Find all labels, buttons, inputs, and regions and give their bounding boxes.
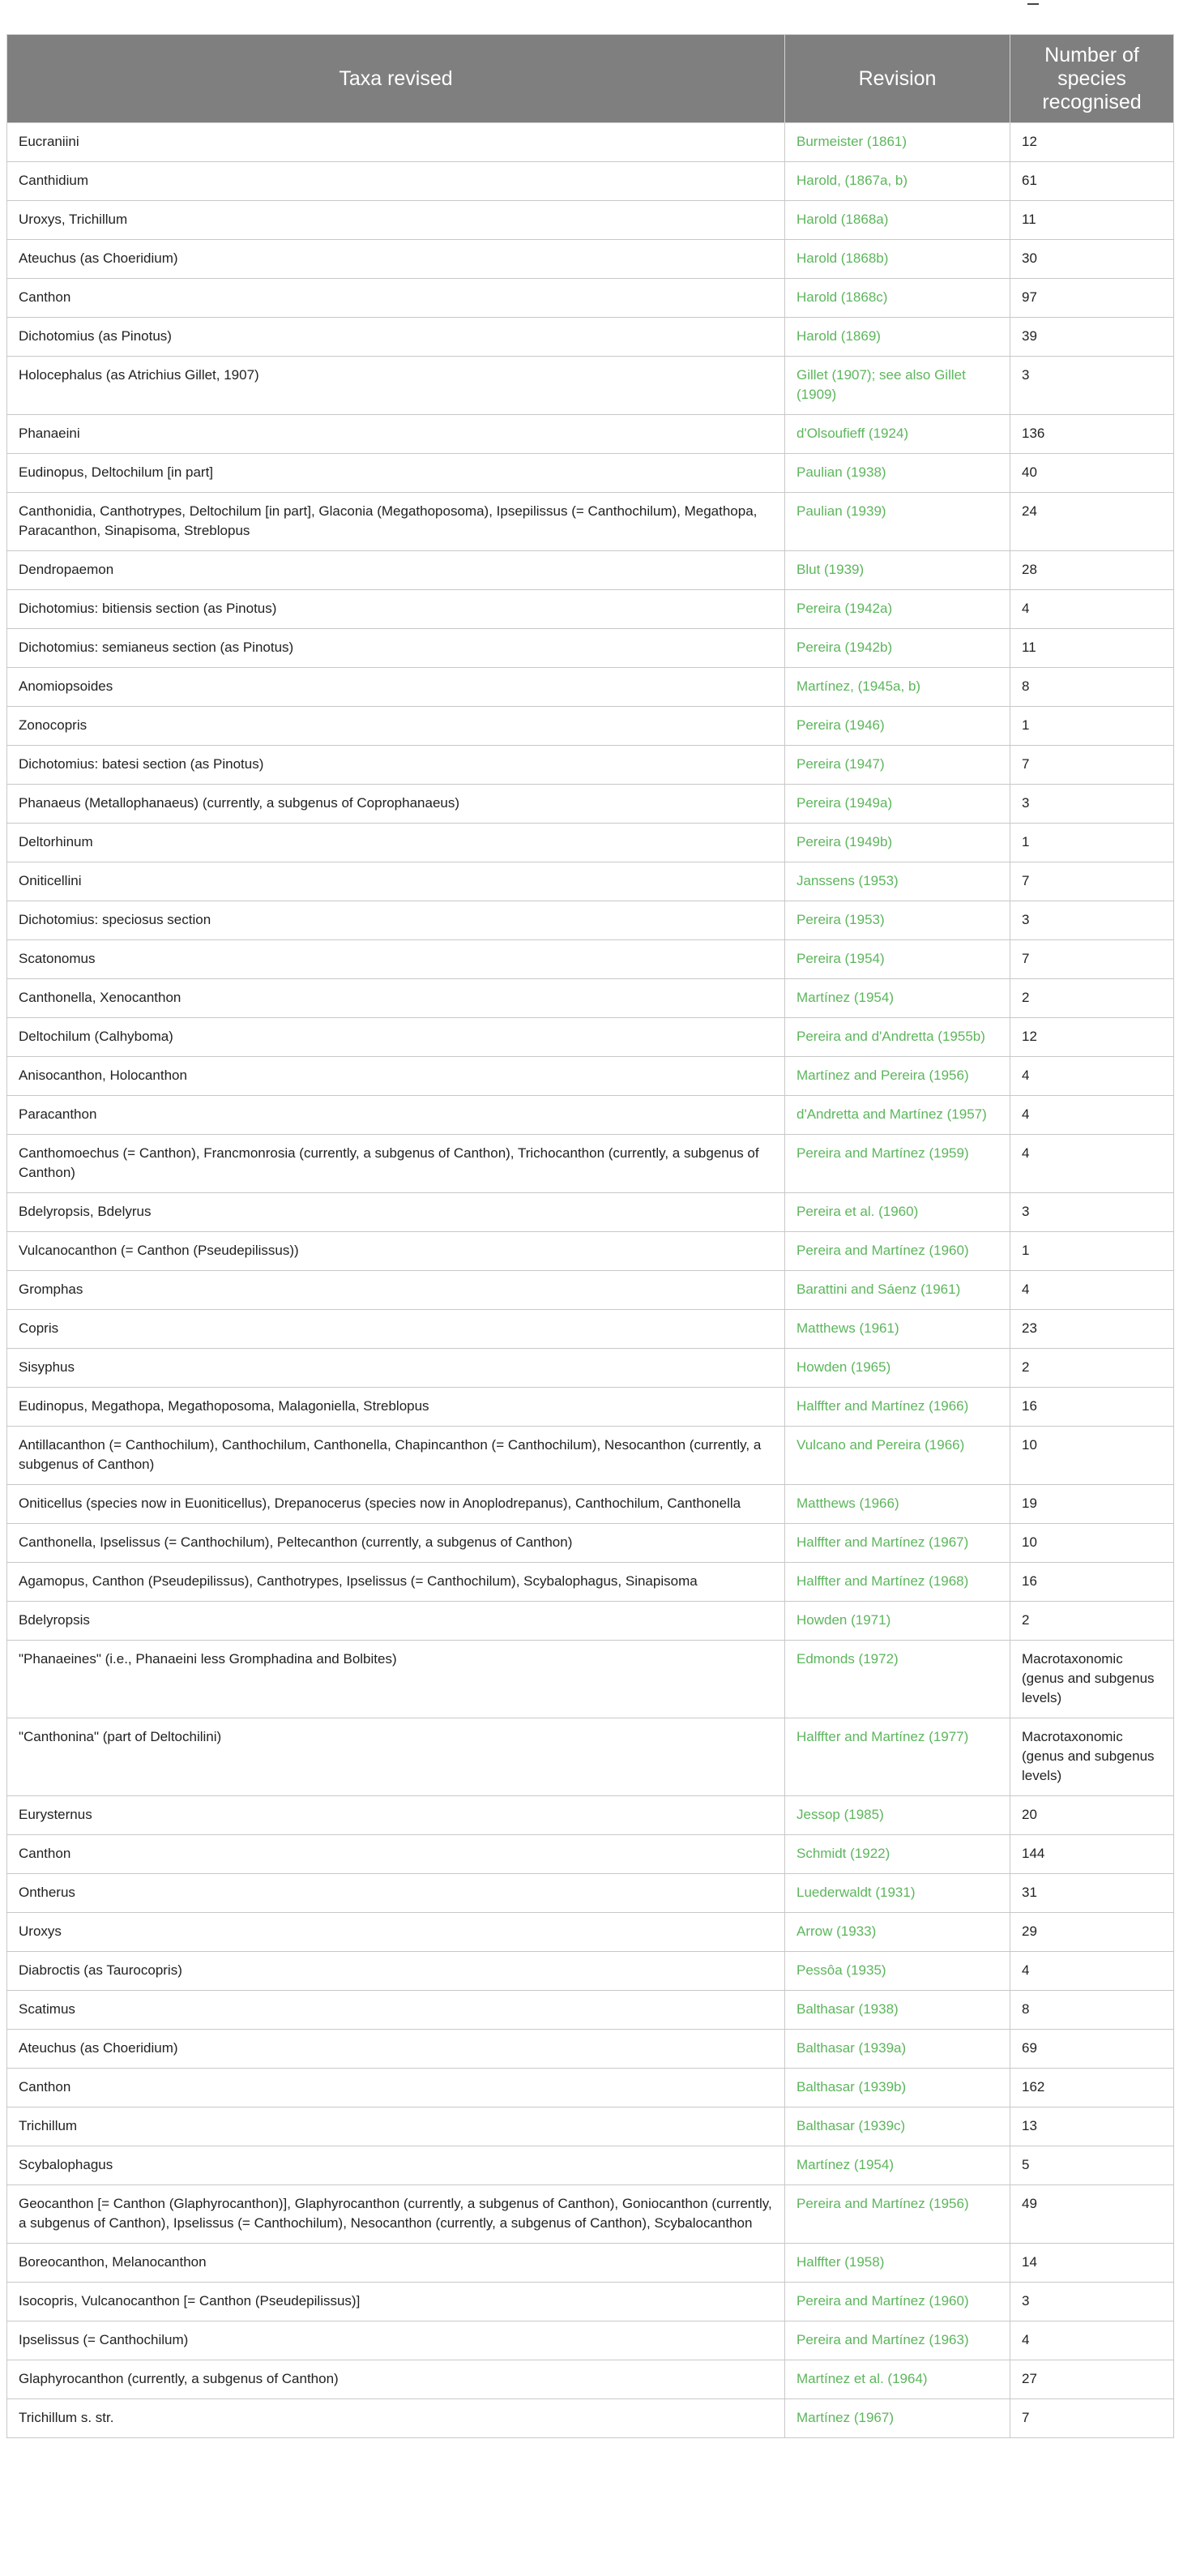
taxa-cell: Anomiopsoides	[7, 668, 785, 707]
species-count-cell: 11	[1010, 629, 1174, 668]
taxa-cell: Vulcanocanthon (= Canthon (Pseudepilissus))	[7, 1232, 785, 1271]
revision-link[interactable]: Pereira (1949a)	[785, 785, 1010, 824]
species-count-cell: 2	[1010, 1349, 1174, 1388]
species-count-cell: 24	[1010, 493, 1174, 551]
taxa-cell: Deltochilum (Calhyboma)	[7, 1018, 785, 1057]
species-count-cell: 3	[1010, 901, 1174, 940]
revision-link[interactable]: Martínez, (1945a, b)	[785, 668, 1010, 707]
taxa-cell: Ateuchus (as Choeridium)	[7, 2030, 785, 2069]
taxa-cell: Uroxys, Trichillum	[7, 201, 785, 240]
revision-link[interactable]: Schmidt (1922)	[785, 1835, 1010, 1874]
revision-link[interactable]: Halffter and Martínez (1977)	[785, 1718, 1010, 1796]
table-row	[7, 1096, 1174, 1135]
table-row	[7, 1524, 1174, 1563]
table-row	[7, 824, 1174, 862]
taxa-cell: Phanaeini	[7, 415, 785, 454]
species-count-cell: 7	[1010, 862, 1174, 901]
revision-link[interactable]: Paulian (1939)	[785, 493, 1010, 551]
species-count-cell: 3	[1010, 1193, 1174, 1232]
species-count-cell: 10	[1010, 1427, 1174, 1485]
species-count-cell: 162	[1010, 2069, 1174, 2107]
taxa-cell: Isocopris, Vulcanocanthon [= Canthon (Pseudepilissus)]	[7, 2283, 785, 2321]
revision-link[interactable]: Harold (1868b)	[785, 240, 1010, 279]
taxa-cell: Phanaeus (Metallophanaeus) (currently, a subgenus of Coprophanaeus)	[7, 785, 785, 824]
table-row	[7, 1602, 1174, 1641]
revision-link[interactable]: Vulcano and Pereira (1966)	[785, 1427, 1010, 1485]
revision-link[interactable]: Pereira and Martínez (1956)	[785, 2185, 1010, 2244]
taxa-cell: Gromphas	[7, 1271, 785, 1310]
revision-link[interactable]: Pereira (1949b)	[785, 824, 1010, 862]
table-row	[7, 1641, 1174, 1718]
table-row	[7, 1835, 1174, 1874]
taxa-cell: Sisyphus	[7, 1349, 785, 1388]
table-row	[7, 1718, 1174, 1796]
taxa-cell: Anisocanthon, Holocanthon	[7, 1057, 785, 1096]
revision-link[interactable]: Pereira (1954)	[785, 940, 1010, 979]
species-count-cell: 61	[1010, 162, 1174, 201]
taxa-cell: Dichotomius: speciosus section	[7, 901, 785, 940]
species-count-cell: 136	[1010, 415, 1174, 454]
revision-link[interactable]: Pereira et al. (1960)	[785, 1193, 1010, 1232]
revision-link[interactable]: Pereira (1946)	[785, 707, 1010, 746]
revision-link[interactable]: Halffter and Martínez (1967)	[785, 1524, 1010, 1563]
taxa-cell: Geocanthon [= Canthon (Glaphyrocanthon)], Glaphyrocanthon (currently, a subgenus of Canthon), Goniocanthon (currently, a subgenus of Canthon), Ipselissus (= Canthochilum), Nesocanthon (currently, a subgenus of Canthon), Scybalocanthon	[7, 2185, 785, 2244]
table-row	[7, 2146, 1174, 2185]
table-row	[7, 1796, 1174, 1835]
taxa-cell: Copris	[7, 1310, 785, 1349]
species-count-cell: 28	[1010, 551, 1174, 590]
revision-link[interactable]: Pereira and Martínez (1960)	[785, 2283, 1010, 2321]
table-row	[7, 2185, 1174, 2244]
species-count-cell: 16	[1010, 1388, 1174, 1427]
species-count-cell: 8	[1010, 668, 1174, 707]
table-row	[7, 746, 1174, 785]
taxa-cell: Eurysternus	[7, 1796, 785, 1835]
taxa-cell: Dichotomius: bitiensis section (as Pinotus)	[7, 590, 785, 629]
taxa-cell: Canthonella, Xenocanthon	[7, 979, 785, 1018]
table-row	[7, 123, 1174, 162]
revision-link[interactable]: Martínez and Pereira (1956)	[785, 1057, 1010, 1096]
table-header	[7, 35, 1174, 123]
taxa-cell: Scatonomus	[7, 940, 785, 979]
table-row	[7, 2360, 1174, 2399]
table-row	[7, 2030, 1174, 2069]
table-row	[7, 415, 1174, 454]
taxa-cell: Eudinopus, Deltochilum [in part]	[7, 454, 785, 493]
species-count-cell: 3	[1010, 785, 1174, 824]
taxa-cell: Dendropaemon	[7, 551, 785, 590]
revision-link[interactable]: Jessop (1985)	[785, 1796, 1010, 1835]
table-row	[7, 1913, 1174, 1952]
taxa-cell: Bdelyropsis, Bdelyrus	[7, 1193, 785, 1232]
species-count-cell: 12	[1010, 123, 1174, 162]
taxa-cell: Oniticellus (species now in Euoniticellus), Drepanocerus (species now in Anoplodrepanus), Canthochilum, Canthonella	[7, 1485, 785, 1524]
revision-link[interactable]: Martínez et al. (1964)	[785, 2360, 1010, 2399]
table-row	[7, 1563, 1174, 1602]
taxa-revision-table	[6, 34, 1174, 2438]
table-row	[7, 862, 1174, 901]
header-revision: Revision	[785, 35, 1010, 123]
revision-link[interactable]: d'Olsoufieff (1924)	[785, 415, 1010, 454]
species-count-cell: 4	[1010, 1057, 1174, 1096]
species-count-cell: 4	[1010, 590, 1174, 629]
revision-link[interactable]: Martínez (1954)	[785, 979, 1010, 1018]
revision-link[interactable]: Balthasar (1939c)	[785, 2107, 1010, 2146]
revision-link[interactable]: Pereira (1942a)	[785, 590, 1010, 629]
header-row	[7, 35, 1174, 123]
revision-link[interactable]: Paulian (1938)	[785, 454, 1010, 493]
taxa-cell: Canthonidia, Canthotrypes, Deltochilum [in part], Glaconia (Megathoposoma), Ipsepilissus (= Canthochilum), Megathopa, Paracanthon, Sinapisoma, Streblopus	[7, 493, 785, 551]
table-row	[7, 940, 1174, 979]
table-row	[7, 1388, 1174, 1427]
revision-link[interactable]: Barattini and Sáenz (1961)	[785, 1271, 1010, 1310]
table-row	[7, 707, 1174, 746]
table-row	[7, 493, 1174, 551]
species-count-cell: 1	[1010, 824, 1174, 862]
taxa-cell: Ateuchus (as Choeridium)	[7, 240, 785, 279]
table-row	[7, 979, 1174, 1018]
table-row	[7, 1135, 1174, 1193]
table-row	[7, 1193, 1174, 1232]
taxa-cell: Ipselissus (= Canthochilum)	[7, 2321, 785, 2360]
species-count-cell: 7	[1010, 2399, 1174, 2438]
revision-link[interactable]: Burmeister (1861)	[785, 123, 1010, 162]
revision-link[interactable]: Halffter (1958)	[785, 2244, 1010, 2283]
revision-link[interactable]: Balthasar (1939a)	[785, 2030, 1010, 2069]
species-count-cell: 11	[1010, 201, 1174, 240]
revision-link[interactable]: Pessôa (1935)	[785, 1952, 1010, 1991]
table-row	[7, 1232, 1174, 1271]
table-row	[7, 668, 1174, 707]
species-count-cell: 20	[1010, 1796, 1174, 1835]
taxa-cell: Boreocanthon, Melanocanthon	[7, 2244, 785, 2283]
revision-link[interactable]: Balthasar (1938)	[785, 1991, 1010, 2030]
revision-link[interactable]: Matthews (1961)	[785, 1310, 1010, 1349]
taxa-cell: Ontherus	[7, 1874, 785, 1913]
revision-link[interactable]: Janssens (1953)	[785, 862, 1010, 901]
revision-link[interactable]: Edmonds (1972)	[785, 1641, 1010, 1718]
table-row	[7, 162, 1174, 201]
taxa-cell: Dichotomius: semianeus section (as Pinotus)	[7, 629, 785, 668]
species-count-cell: Macrotaxonomic (genus and subgenus levels)	[1010, 1718, 1174, 1796]
revision-link[interactable]: Harold (1868c)	[785, 279, 1010, 318]
table-row	[7, 629, 1174, 668]
taxa-cell: Uroxys	[7, 1913, 785, 1952]
species-count-cell: 31	[1010, 1874, 1174, 1913]
revision-link[interactable]: Martínez (1954)	[785, 2146, 1010, 2185]
revision-link[interactable]: Pereira (1953)	[785, 901, 1010, 940]
table-row	[7, 1271, 1174, 1310]
species-count-cell: 4	[1010, 1952, 1174, 1991]
taxa-cell: Canthon	[7, 1835, 785, 1874]
table-row	[7, 1310, 1174, 1349]
species-count-cell: 13	[1010, 2107, 1174, 2146]
species-count-cell: 3	[1010, 2283, 1174, 2321]
species-count-cell: 4	[1010, 2321, 1174, 2360]
revision-link[interactable]: Pereira and d'Andretta (1955b)	[785, 1018, 1010, 1057]
revision-link[interactable]: Pereira and Martínez (1963)	[785, 2321, 1010, 2360]
species-count-cell: 5	[1010, 2146, 1174, 2185]
taxa-cell: Dichotomius (as Pinotus)	[7, 318, 785, 357]
taxa-cell: Trichillum	[7, 2107, 785, 2146]
species-count-cell: 4	[1010, 1135, 1174, 1193]
table-row	[7, 279, 1174, 318]
revision-link[interactable]: Pereira and Martínez (1960)	[785, 1232, 1010, 1271]
species-count-cell: 29	[1010, 1913, 1174, 1952]
table-row	[7, 2107, 1174, 2146]
species-count-cell: 1	[1010, 1232, 1174, 1271]
table-row	[7, 1991, 1174, 2030]
revision-link[interactable]: Pereira (1942b)	[785, 629, 1010, 668]
taxa-cell: Canthon	[7, 279, 785, 318]
taxa-cell: Oniticellini	[7, 862, 785, 901]
revision-link[interactable]: Arrow (1933)	[785, 1913, 1010, 1952]
species-count-cell: 2	[1010, 1602, 1174, 1641]
taxa-cell: Scatimus	[7, 1991, 785, 2030]
species-count-cell: 4	[1010, 1096, 1174, 1135]
species-count-cell: 69	[1010, 2030, 1174, 2069]
table-row	[7, 1057, 1174, 1096]
species-count-cell: 39	[1010, 318, 1174, 357]
taxa-cell: Eucraniini	[7, 123, 785, 162]
revision-link[interactable]: Pereira and Martínez (1959)	[785, 1135, 1010, 1193]
taxa-cell: Agamopus, Canthon (Pseudepilissus), Canthotrypes, Ipselissus (= Canthochilum), Scybalophagus, Sinapisoma	[7, 1563, 785, 1602]
species-count-cell: 4	[1010, 1271, 1174, 1310]
table-row	[7, 551, 1174, 590]
taxa-cell: Canthonella, Ipselissus (= Canthochilum), Peltecanthon (currently, a subgenus of Canthon)	[7, 1524, 785, 1563]
revision-link[interactable]: Pereira (1947)	[785, 746, 1010, 785]
taxa-cell: Diabroctis (as Taurocopris)	[7, 1952, 785, 1991]
species-count-cell: 12	[1010, 1018, 1174, 1057]
table-row	[7, 2321, 1174, 2360]
revision-link[interactable]: d'Andretta and Martínez (1957)	[785, 1096, 1010, 1135]
species-count-cell: 8	[1010, 1991, 1174, 2030]
species-count-cell: 2	[1010, 979, 1174, 1018]
revision-link[interactable]: Luederwaldt (1931)	[785, 1874, 1010, 1913]
revision-link[interactable]: Matthews (1966)	[785, 1485, 1010, 1524]
taxa-cell: Deltorhinum	[7, 824, 785, 862]
revision-link[interactable]: Martínez (1967)	[785, 2399, 1010, 2438]
table-row	[7, 2399, 1174, 2438]
taxa-cell: Holocephalus (as Atrichius Gillet, 1907)	[7, 357, 785, 415]
taxa-cell: Eudinopus, Megathopa, Megathoposoma, Malagoniella, Streblopus	[7, 1388, 785, 1427]
taxa-cell: Glaphyrocanthon (currently, a subgenus of Canthon)	[7, 2360, 785, 2399]
revision-link[interactable]: Howden (1971)	[785, 1602, 1010, 1641]
species-count-cell: 49	[1010, 2185, 1174, 2244]
taxa-cell: Canthidium	[7, 162, 785, 201]
species-count-cell: 7	[1010, 940, 1174, 979]
table-row	[7, 240, 1174, 279]
revision-link[interactable]: Blut (1939)	[785, 551, 1010, 590]
table-body	[7, 123, 1174, 2438]
species-count-cell: 97	[1010, 279, 1174, 318]
table-row	[7, 1952, 1174, 1991]
taxa-cell: Antillacanthon (= Canthochilum), Canthochilum, Canthonella, Chapincanthon (= Canthochilum), Nesocanthon (currently, a subgenus of Canthon)	[7, 1427, 785, 1485]
species-count-cell: 27	[1010, 2360, 1174, 2399]
table-row	[7, 318, 1174, 357]
table-row	[7, 590, 1174, 629]
taxa-cell: Scybalophagus	[7, 2146, 785, 2185]
species-count-cell: 7	[1010, 746, 1174, 785]
table-row	[7, 1427, 1174, 1485]
taxa-cell: "Canthonina" (part of Deltochilini)	[7, 1718, 785, 1796]
table-row	[7, 201, 1174, 240]
species-count-cell: 1	[1010, 707, 1174, 746]
taxa-cell: Zonocopris	[7, 707, 785, 746]
table-row	[7, 2244, 1174, 2283]
revision-link[interactable]: Halffter and Martínez (1966)	[785, 1388, 1010, 1427]
table-row	[7, 1874, 1174, 1913]
taxa-cell: Canthomoechus (= Canthon), Francmonrosia (currently, a subgenus of Canthon), Trichocanthon (currently, a subgenus of Canthon)	[7, 1135, 785, 1193]
revision-link[interactable]: Harold (1868a)	[785, 201, 1010, 240]
species-count-cell: 16	[1010, 1563, 1174, 1602]
revision-link[interactable]: Harold, (1867a, b)	[785, 162, 1010, 201]
species-count-cell: 30	[1010, 240, 1174, 279]
table-row	[7, 454, 1174, 493]
table-row	[7, 1485, 1174, 1524]
species-count-cell: 3	[1010, 357, 1174, 415]
table-row	[7, 357, 1174, 415]
table-row	[7, 1018, 1174, 1057]
species-count-cell: 19	[1010, 1485, 1174, 1524]
table-row	[7, 2283, 1174, 2321]
taxa-cell: Bdelyropsis	[7, 1602, 785, 1641]
revision-link[interactable]: Howden (1965)	[785, 1349, 1010, 1388]
species-count-cell: Macrotaxonomic (genus and subgenus levels)	[1010, 1641, 1174, 1718]
header-number-of-species: Number of species recognised	[1010, 35, 1174, 123]
taxa-cell: "Phanaeines" (i.e., Phanaeini less Gromphadina and Bolbites)	[7, 1641, 785, 1718]
revision-link[interactable]: Gillet (1907); see also Gillet (1909)	[785, 357, 1010, 415]
taxa-cell: Dichotomius: batesi section (as Pinotus)	[7, 746, 785, 785]
species-count-cell: 144	[1010, 1835, 1174, 1874]
corner-dash	[1027, 3, 1039, 5]
species-count-cell: 23	[1010, 1310, 1174, 1349]
header-taxa-revised: Taxa revised	[7, 35, 785, 123]
revision-link[interactable]: Harold (1869)	[785, 318, 1010, 357]
taxa-cell: Paracanthon	[7, 1096, 785, 1135]
species-count-cell: 14	[1010, 2244, 1174, 2283]
species-count-cell: 40	[1010, 454, 1174, 493]
taxa-cell: Trichillum s. str.	[7, 2399, 785, 2438]
table-row	[7, 901, 1174, 940]
revision-link[interactable]: Balthasar (1939b)	[785, 2069, 1010, 2107]
table-row	[7, 785, 1174, 824]
table-row	[7, 2069, 1174, 2107]
table-row	[7, 1349, 1174, 1388]
taxa-cell: Canthon	[7, 2069, 785, 2107]
species-count-cell: 10	[1010, 1524, 1174, 1563]
revision-link[interactable]: Halffter and Martínez (1968)	[785, 1563, 1010, 1602]
